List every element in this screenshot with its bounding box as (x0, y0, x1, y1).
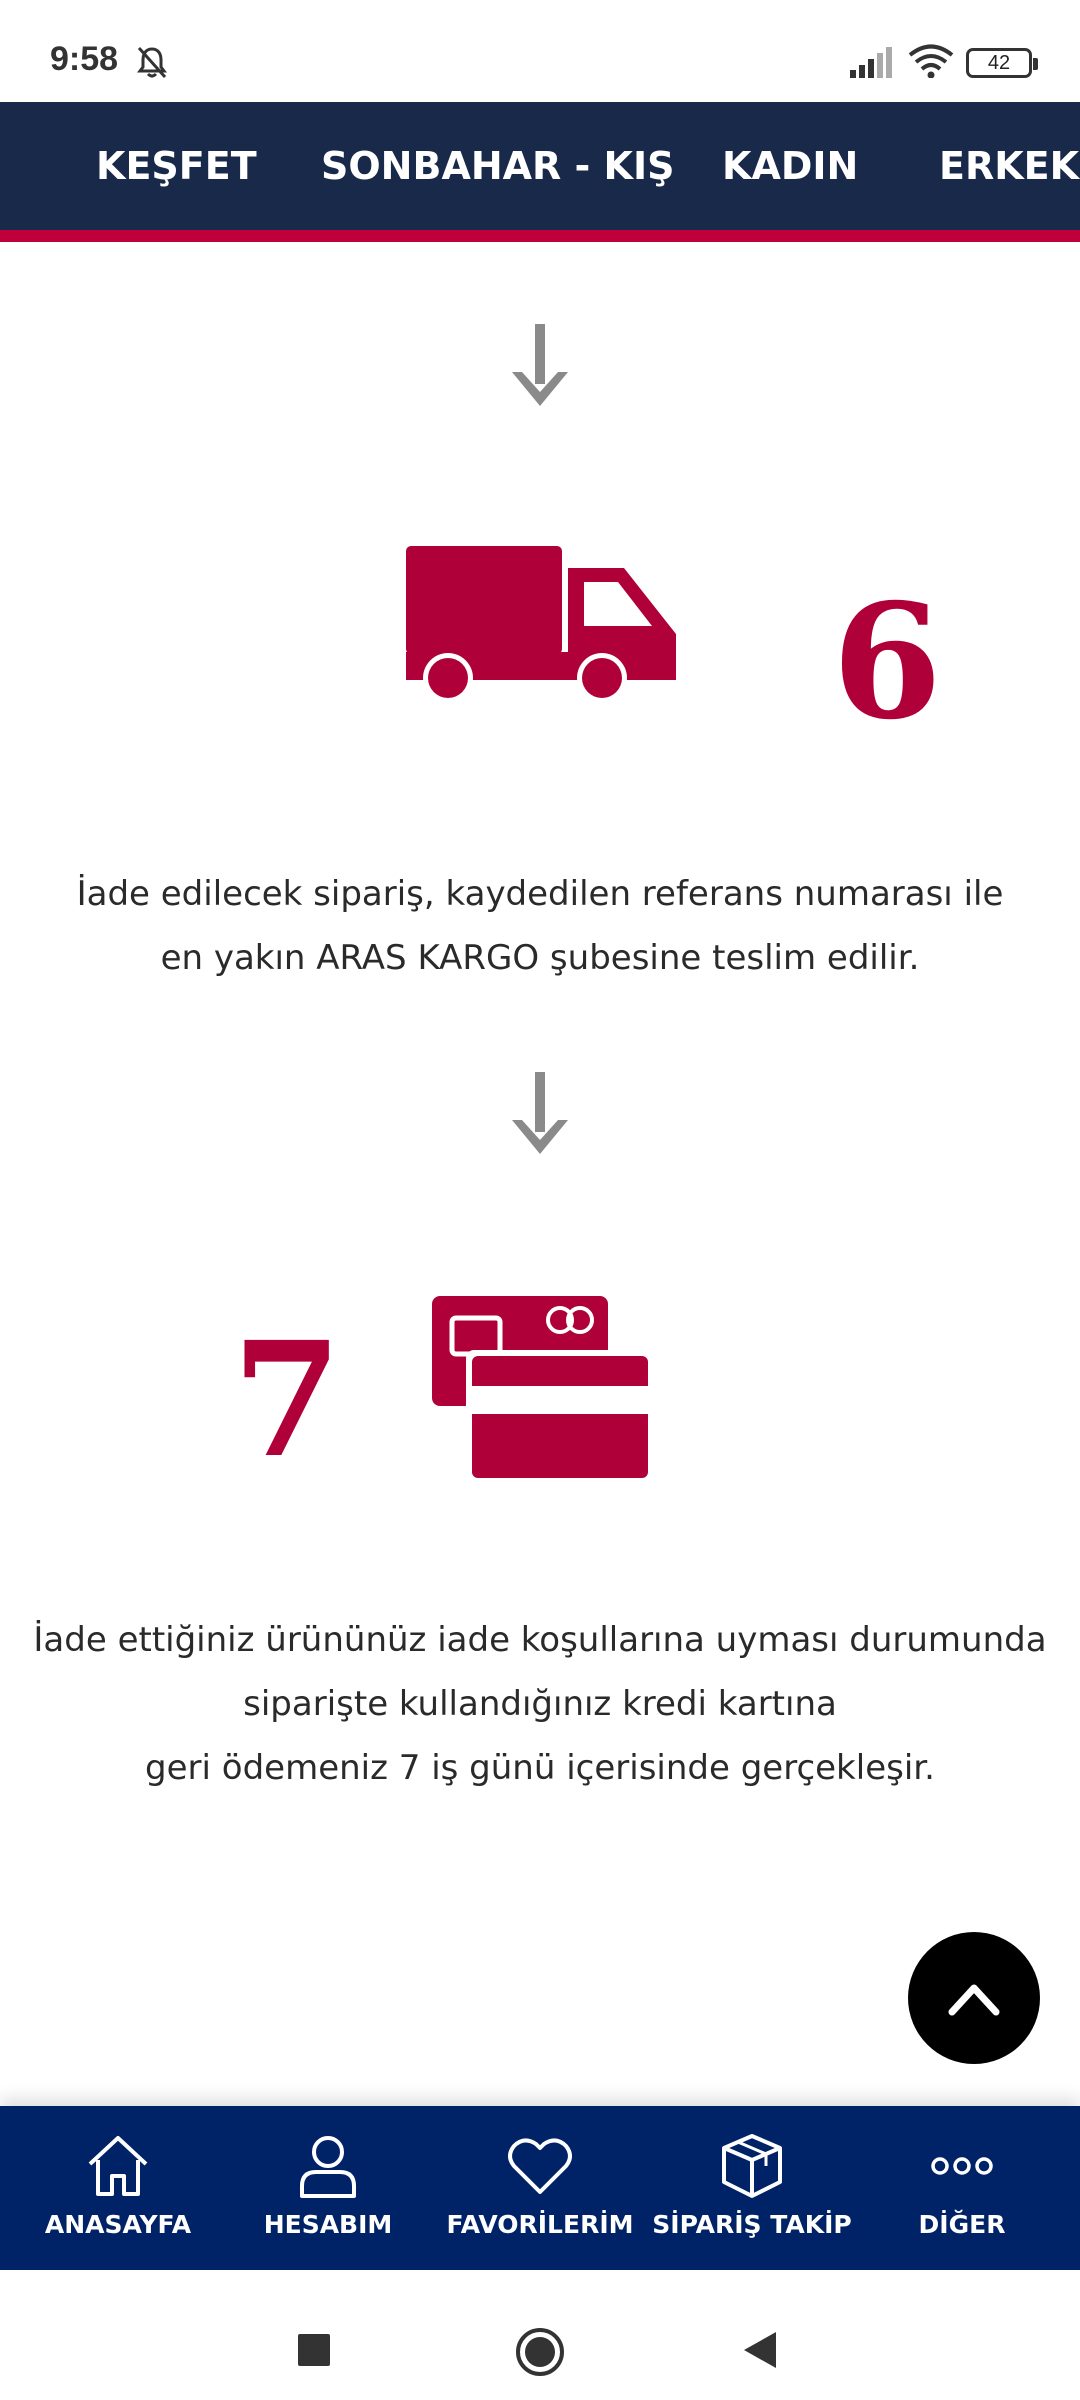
step-6-description (0, 862, 1080, 990)
nav-accent-stripe (0, 230, 1080, 242)
step-number-7: 7 (232, 1308, 342, 1493)
heart-icon (504, 2130, 576, 2202)
scroll-to-top-button[interactable] (908, 1932, 1040, 2064)
tab-label-siparis-takip: SİPARİŞ TAKİP (652, 2210, 852, 2239)
home-circle-icon[interactable] (514, 2326, 566, 2378)
tab-favorilerim[interactable] (446, 2106, 634, 2270)
tab-label-anasayfa: ANASAYFA (44, 2210, 192, 2239)
back-triangle-icon[interactable] (740, 2330, 780, 2370)
tab-hesabim[interactable] (240, 2106, 416, 2270)
tab-label-diger: DİĞER (918, 2210, 1006, 2239)
more-dots-icon (926, 2130, 998, 2202)
down-arrow-icon (510, 324, 570, 408)
top-category-nav (0, 102, 1080, 230)
nav-item-kadin[interactable]: KADIN (722, 144, 859, 188)
system-navigation-bar (0, 2270, 1080, 2400)
tab-diger[interactable] (874, 2106, 1050, 2270)
step-7-line-1: İade ettiğiniz ürününüz iade koşullarına uyması durumunda (33, 1620, 1047, 1660)
muted-bell-icon (134, 44, 170, 80)
wifi-icon (908, 44, 954, 78)
chevron-up-icon (944, 1972, 1004, 2024)
user-icon (292, 2130, 364, 2202)
package-icon (716, 2130, 788, 2202)
step-6-line-2: en yakın ARAS KARGO şubesine teslim edilir. (160, 938, 920, 978)
home-icon (82, 2130, 154, 2202)
credit-cards-icon (430, 1294, 650, 1480)
tab-label-hesabim: HESABIM (263, 2210, 393, 2239)
status-bar (0, 0, 1080, 102)
step-6-line-1: İade edilecek sipariş, kaydedilen referans numarası ile (76, 874, 1004, 914)
tab-siparis-takip[interactable] (652, 2106, 852, 2270)
step-7-line-2: siparişte kullandığınız kredi kartına (243, 1684, 837, 1724)
nav-item-kesfet[interactable]: KEŞFET (96, 144, 257, 188)
step-7-line-3: geri ödemeniz 7 iş günü içerisinde gerçekleşir. (145, 1748, 935, 1788)
tab-anasayfa[interactable] (30, 2106, 206, 2270)
nav-item-sonbahar-kis[interactable]: SONBAHAR - KIŞ (321, 144, 675, 188)
status-time: 9:58 (50, 40, 119, 78)
nav-item-erkek[interactable]: ERKEK (939, 144, 1080, 188)
down-arrow-icon (510, 1072, 570, 1156)
tab-label-favorilerim: FAVORİLERİM (446, 2210, 634, 2239)
battery-indicator: 42 (966, 48, 1032, 78)
recents-square-icon[interactable] (296, 2332, 332, 2368)
bottom-tab-bar (0, 2106, 1080, 2270)
step-number-6: 6 (832, 570, 942, 755)
signal-icon (850, 46, 894, 78)
step-7-description (0, 1608, 1080, 1800)
delivery-truck-icon (406, 546, 676, 704)
